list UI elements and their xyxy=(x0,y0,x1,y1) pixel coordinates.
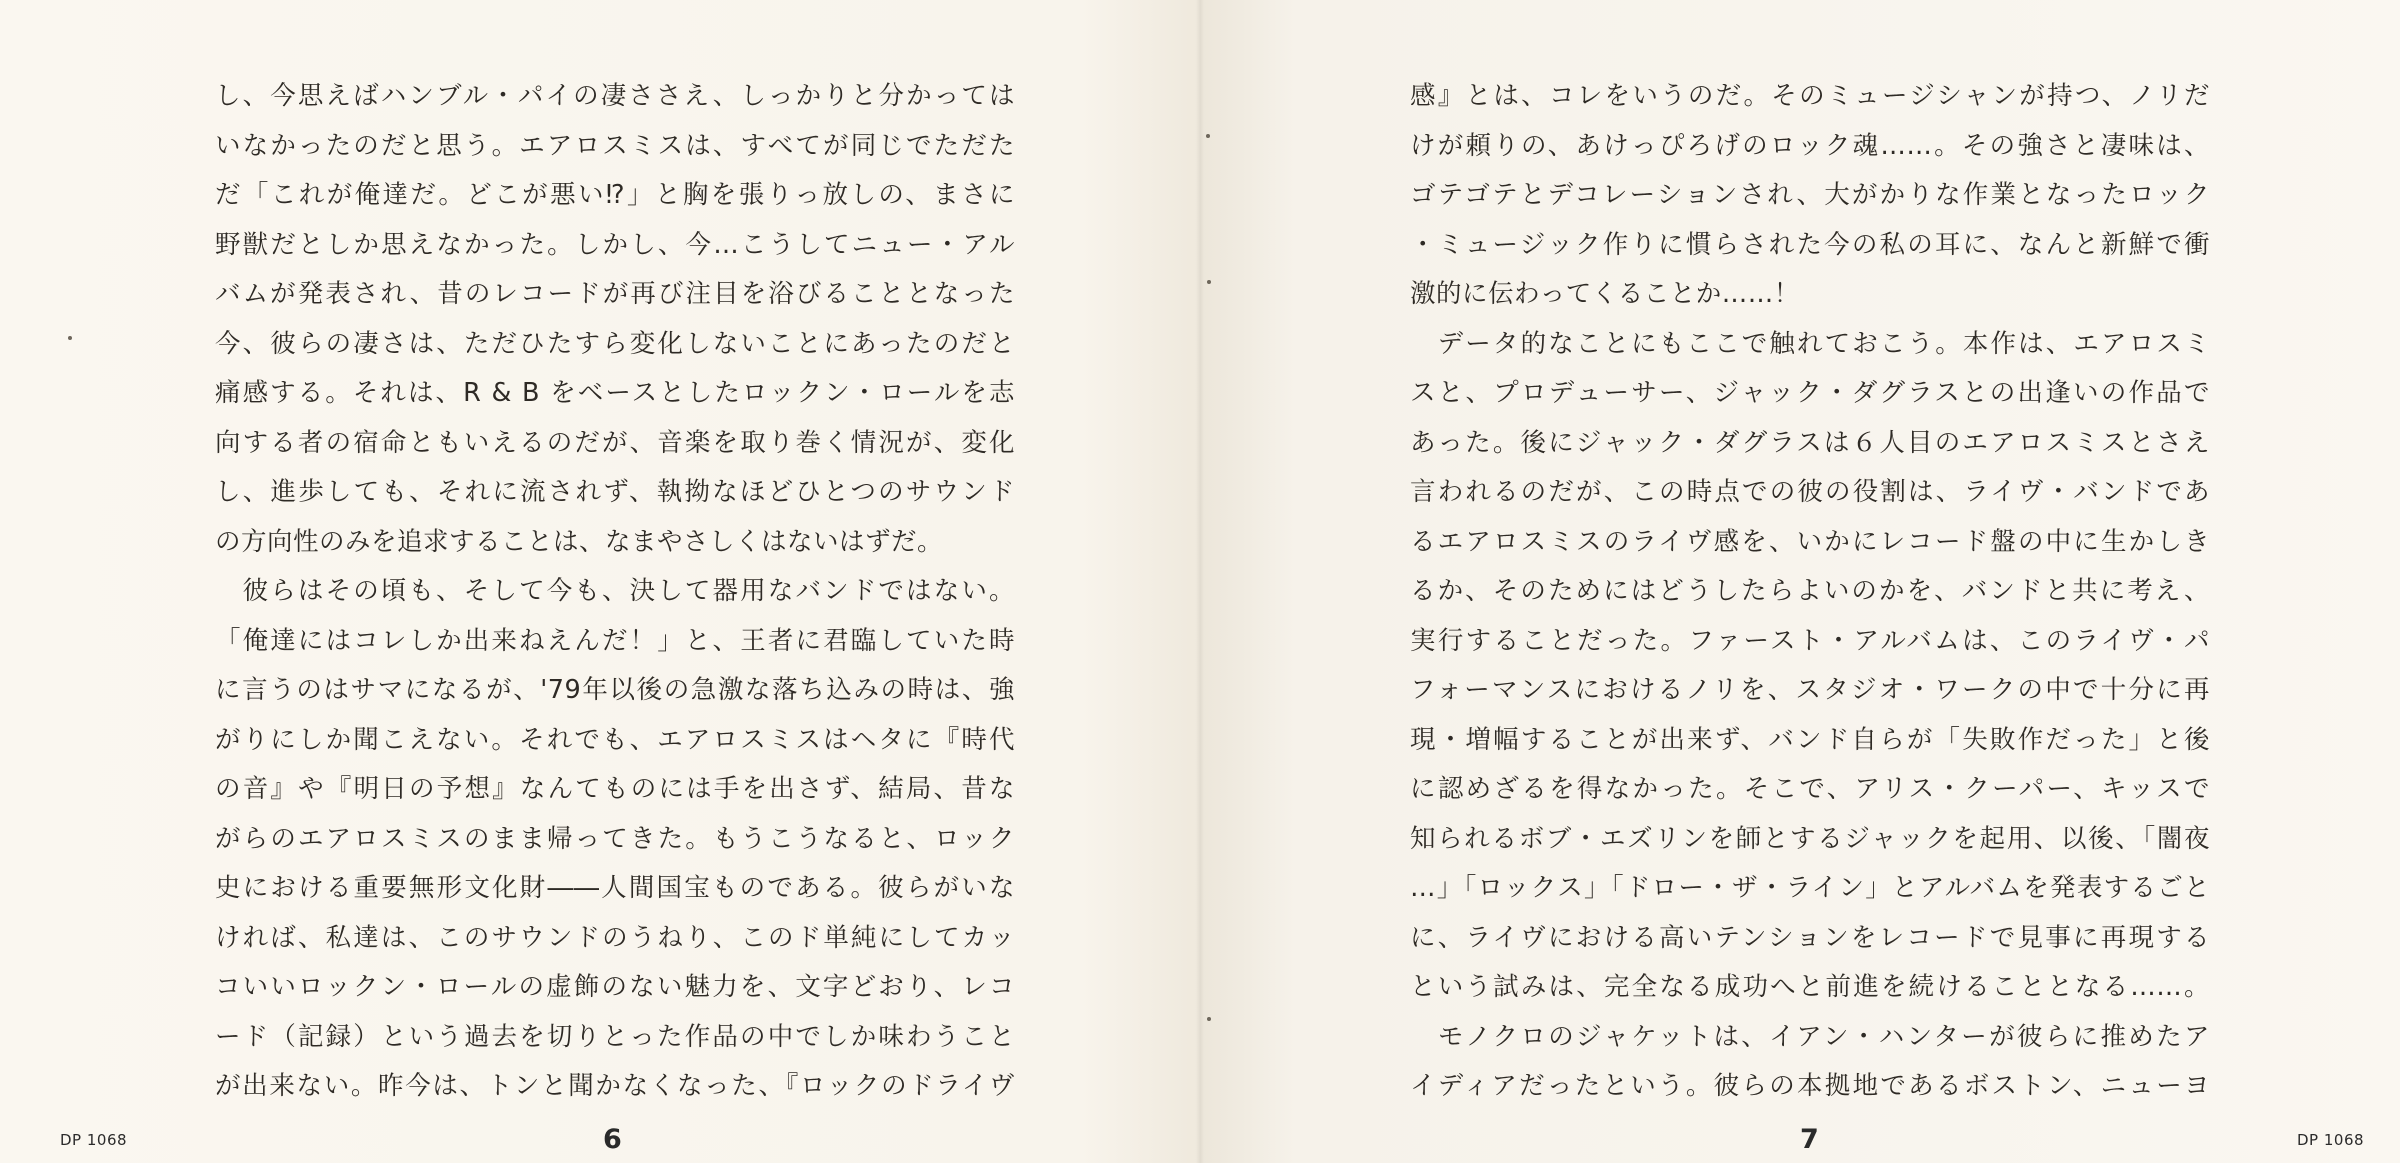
text-line: るか、そのためにはどうしたらよいのかを、バンドと共に考え、 xyxy=(1410,576,2210,606)
text-line: 史における重要無形文化財――人間国宝ものである。彼らがいな xyxy=(215,873,1015,903)
left-page-text xyxy=(215,72,1015,1112)
text-line: 彼らはその頃も、そして今も、決して器用なバンドではない。 xyxy=(215,576,1015,606)
text-line: し、今思えばハンブル・パイの凄ささえ、しっかりと分かっては xyxy=(215,81,1015,111)
paper-speck xyxy=(1207,280,1211,284)
text-line: だ「これが俺達だ。どこが悪い⁉」と胸を張りっ放しの、まさに xyxy=(215,180,1015,210)
catalog-number: DP 1068 xyxy=(60,1131,128,1149)
text-line: いなかったのだと思う。エアロスミスは、すべてが同じでただた xyxy=(215,130,1015,161)
paper-speck xyxy=(1206,134,1210,138)
text-line: あった。後にジャック・ダグラスは６人目のエアロスミスとさえ xyxy=(1410,427,2210,458)
text-line: 「俺達にはコレしか出来ねえんだ！」と、王者に君臨していた時 xyxy=(215,625,1015,656)
text-line: が出来ない。昨今は、トンと聞かなくなった、『ロックのドライヴ xyxy=(215,1071,1015,1101)
text-line: けが頼りの、あけっぴろげのロック魂……。その強さと凄味は、 xyxy=(1410,130,2210,161)
text-line: ・ミュージック作りに慣らされた今の私の耳に、なんと新鮮で衝 xyxy=(1410,229,2210,260)
text-line: ード（記録）という過去を切りとった作品の中でしか味わうこと xyxy=(215,1021,1015,1052)
text-line: 痛感する。それは、R & B をベースとしたロックン・ロールを志 xyxy=(215,378,1015,408)
text-line: 言われるのだが、この時点での彼の役割は、ライヴ・バンドであ xyxy=(1410,477,2210,507)
page-number: 6 xyxy=(603,1124,622,1155)
text-line: …」「ロックス」「ドロー・ザ・ライン」とアルバムを発表するごと xyxy=(1410,873,2210,903)
text-line: の方向性のみを追求することは、なまやさしくはないはずだ。 xyxy=(215,526,944,557)
text-line: ゴテゴテとデコレーションされ、大がかりな作業となったロック xyxy=(1410,180,2210,210)
text-line: バムが発表され、昔のレコードが再び注目を浴びることとなった xyxy=(215,279,1015,309)
catalog-number: DP 1068 xyxy=(2297,1131,2365,1149)
text-line: 感』とは、コレをいうのだ。そのミュージシャンが持つ、ノリだ xyxy=(1410,81,2210,111)
text-line: し、進歩しても、それに流されず、執拗なほどひとつのサウンド xyxy=(215,477,1015,507)
text-line: 知られるボブ・エズリンを師とするジャックを起用、以後、「闇夜 xyxy=(1410,823,2210,854)
text-line: るエアロスミスのライヴ感を、いかにレコード盤の中に生かしき xyxy=(1410,526,2210,557)
text-line: データ的なことにもここで触れておこう。本作は、エアロスミ xyxy=(1410,328,2210,359)
text-line: という試みは、完全なる成功へと前進を続けることとなる……。 xyxy=(1410,972,2210,1002)
text-line: 今、彼らの凄さは、ただひたすら変化しないことにあったのだと xyxy=(215,328,1015,359)
text-line: スと、プロデューサー、ジャック・ダグラスとの出逢いの作品で xyxy=(1410,378,2210,408)
text-line: コいいロックン・ロールの虚飾のない魅力を、文字どおり、レコ xyxy=(215,972,1015,1002)
text-line: フォーマンスにおけるノリを、スタジオ・ワークの中で十分に再 xyxy=(1410,675,2210,705)
text-line: がりにしか聞こえない。それでも、エアロスミスはヘタに『時代 xyxy=(215,724,1015,755)
paper-speck xyxy=(1207,1017,1211,1021)
text-line: ければ、私達は、このサウンドのうねり、このド単純にしてカッ xyxy=(215,922,1015,953)
text-line: イディアだったという。彼らの本拠地であるボストン、ニューヨ xyxy=(1410,1071,2210,1101)
text-line: に言うのはサマになるが、'79年以後の急激な落ち込みの時は、強 xyxy=(215,675,1015,705)
right-page-text xyxy=(1410,72,2210,1112)
book-gutter xyxy=(1196,0,1204,1163)
text-line: に、ライヴにおける高いテンションをレコードで見事に再現する xyxy=(1410,922,2210,953)
right-page xyxy=(1200,0,2400,1163)
text-line: がらのエアロスミスのまま帰ってきた。もうこうなると、ロック xyxy=(215,823,1015,854)
text-line: 野獣だとしか思えなかった。しかし、今…こうしてニュー・アル xyxy=(215,229,1015,260)
text-line: 激的に伝わってくることか……！ xyxy=(1410,279,1800,309)
text-line: 現・増幅することが出来ず、バンド自らが「失敗作だった」と後 xyxy=(1410,724,2210,755)
text-line: 実行することだった。ファースト・アルバムは、このライヴ・パ xyxy=(1410,625,2210,656)
text-line: の音』や『明日の予想』なんてものには手を出さず、結局、昔な xyxy=(215,774,1015,804)
text-line: モノクロのジャケットは、イアン・ハンターが彼らに推めたア xyxy=(1410,1021,2210,1052)
text-line: 向する者の宿命ともいえるのだが、音楽を取り巻く情況が、変化 xyxy=(215,427,1015,458)
paper-speck xyxy=(68,336,72,340)
page-number: 7 xyxy=(1800,1124,1819,1155)
text-line: に認めざるを得なかった。そこで、アリス・クーパー、キッスで xyxy=(1410,774,2210,804)
